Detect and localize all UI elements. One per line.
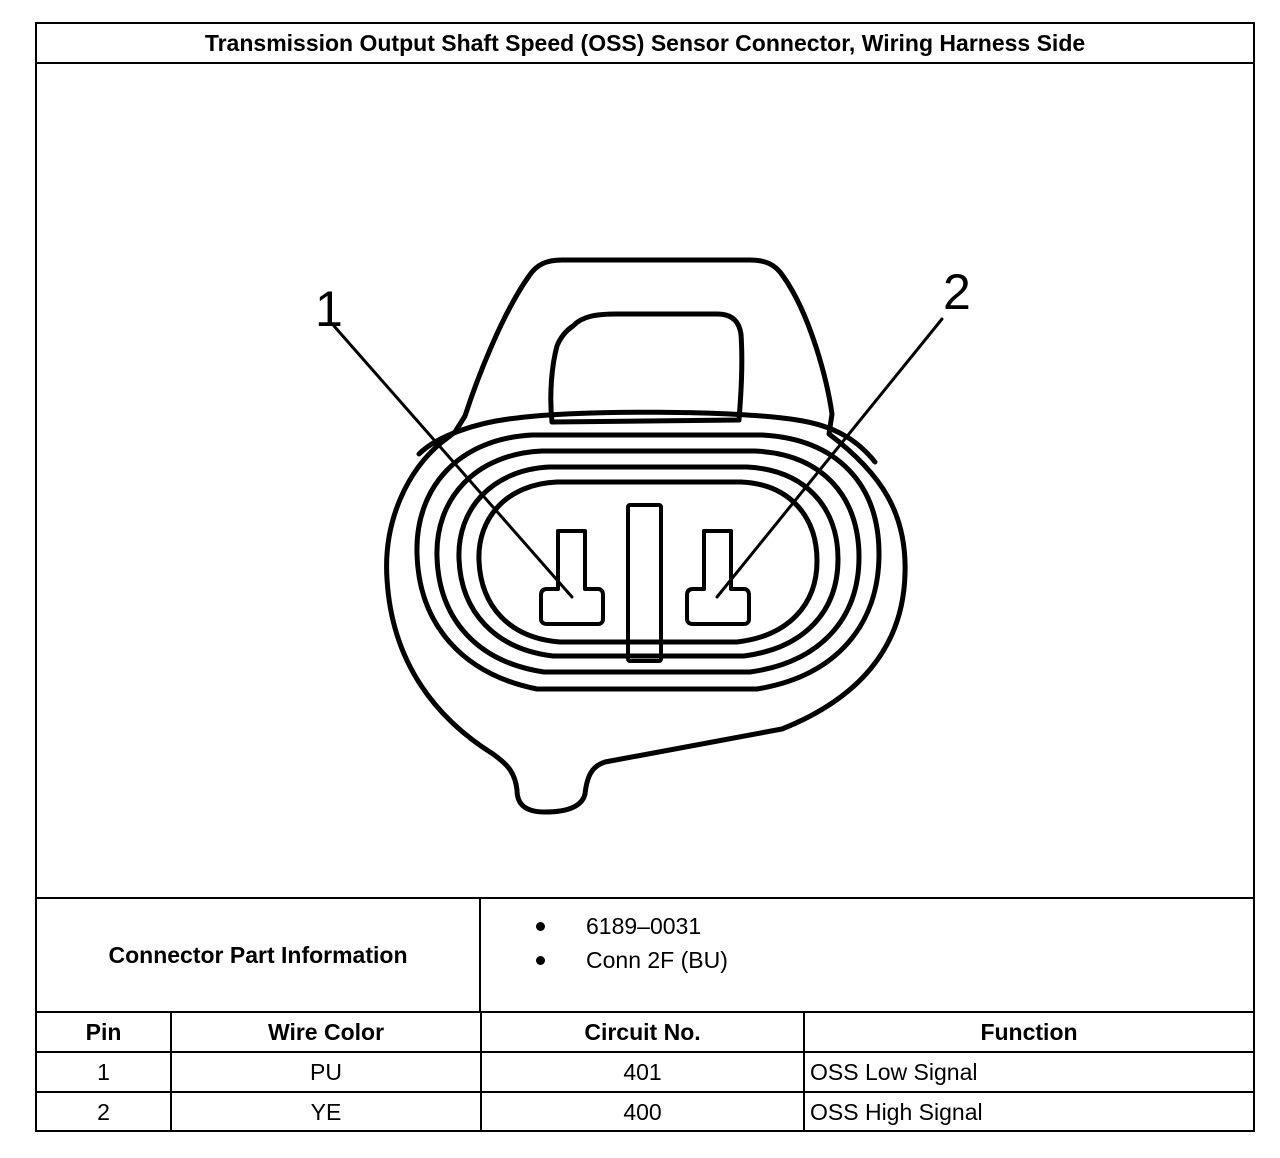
table-header-row bbox=[37, 1013, 1253, 1052]
pin-2-terminal bbox=[687, 531, 749, 624]
latch-tab bbox=[551, 314, 742, 422]
list-item bbox=[481, 943, 1253, 977]
diagram-title: Transmission Output Shaft Speed (OSS) Sensor Connector, Wiring Harness Side bbox=[37, 24, 1253, 64]
pin-1-leader bbox=[334, 326, 572, 597]
cell-wire-color: YE bbox=[171, 1092, 481, 1131]
connector-description: Conn 2F (BU) bbox=[586, 947, 728, 973]
connector-info-list bbox=[481, 899, 1253, 1011]
table-row bbox=[37, 1052, 1253, 1092]
cell-function: OSS High Signal bbox=[804, 1092, 1253, 1131]
connector-info-label: Connector Part Information bbox=[37, 899, 481, 1011]
header-wire-color: Wire Color bbox=[171, 1013, 481, 1052]
bullet-icon bbox=[536, 922, 545, 931]
cell-pin: 2 bbox=[37, 1092, 171, 1131]
center-key bbox=[628, 505, 661, 661]
pin-2-leader bbox=[717, 319, 942, 597]
cell-function: OSS Low Signal bbox=[804, 1052, 1253, 1092]
connector-info-row bbox=[37, 897, 1253, 1013]
connector-drawing bbox=[37, 64, 1253, 897]
header-circuit-no: Circuit No. bbox=[481, 1013, 804, 1052]
connector-diagram bbox=[37, 64, 1253, 897]
bullet-icon bbox=[536, 956, 545, 965]
pin-1-terminal bbox=[541, 531, 603, 624]
header-pin: Pin bbox=[37, 1013, 171, 1052]
cell-wire-color: PU bbox=[171, 1052, 481, 1092]
cell-pin: 1 bbox=[37, 1052, 171, 1092]
cell-circuit-no: 400 bbox=[481, 1092, 804, 1131]
housing-outline bbox=[387, 260, 906, 812]
cell-circuit-no: 401 bbox=[481, 1052, 804, 1092]
connector-sheet bbox=[35, 22, 1255, 1132]
list-item bbox=[481, 909, 1253, 943]
header-function: Function bbox=[804, 1013, 1253, 1052]
pin-2-callout: 2 bbox=[943, 264, 971, 320]
pin-1-callout: 1 bbox=[315, 281, 343, 337]
table-row bbox=[37, 1092, 1253, 1131]
pin-table bbox=[37, 1013, 1253, 1131]
part-number: 6189–0031 bbox=[586, 913, 702, 939]
